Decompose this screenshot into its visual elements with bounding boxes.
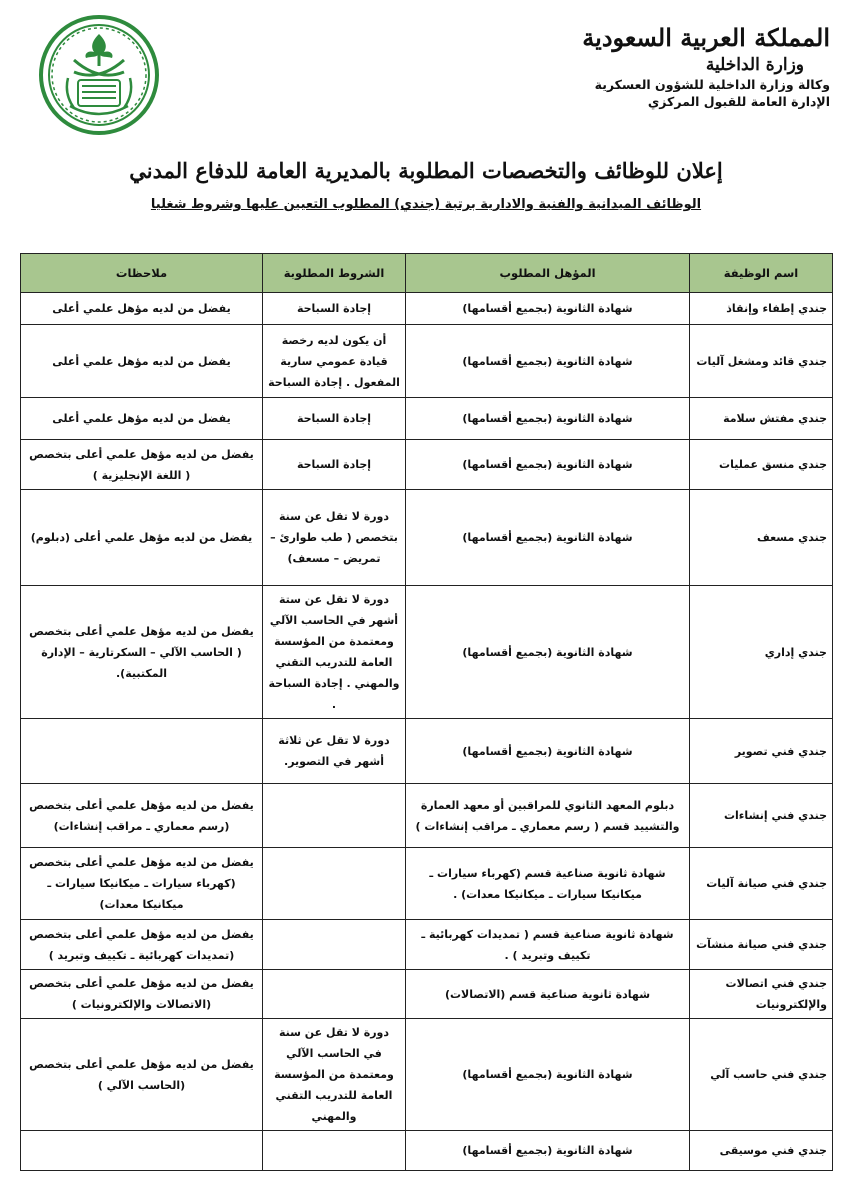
table-row (21, 398, 833, 440)
table-row (21, 586, 833, 719)
table-row (21, 719, 833, 784)
notes-cell: يفضل من لديه مؤهل علمي أعلى بتخصص (رسم معماري ـ مراقب إنشاءات) (21, 784, 263, 848)
notes-cell: يفضل من لديه مؤهل علمي أعلى بتخصص ( الحاسب الآلي – السكرتارية – الإدارة المكتبية). (21, 586, 263, 719)
job-name-cell: جندي فني صيانة آليات (690, 848, 833, 920)
conditions-cell: دورة لا تقل عن ثلاثة أشهر في التصوير. (263, 719, 406, 784)
table-row (21, 848, 833, 920)
notes-cell: يفضل من لديه مؤهل علمي أعلى (دبلوم) (21, 490, 263, 586)
table-row (21, 1019, 833, 1131)
qualification-cell: شهادة الثانوية (بجميع أقسامها) (406, 490, 690, 586)
table-header-row (21, 254, 833, 293)
conditions-cell (263, 920, 406, 970)
job-name-cell: جندي مفتش سلامة (690, 398, 833, 440)
table-row (21, 325, 833, 398)
conditions-cell: دورة لا تقل عن سنة في الحاسب الآلي ومعتمدة من المؤسسة العامة للتدريب التقني والمهني (263, 1019, 406, 1131)
column-header: الشروط المطلوبة (263, 254, 406, 293)
job-name-cell: جندي فني حاسب آلي (690, 1019, 833, 1131)
qualification-cell: شهادة الثانوية (بجميع أقسامها) (406, 398, 690, 440)
table-row (21, 784, 833, 848)
conditions-cell: دورة لا تقل عن سنة بتخصص ( طب طوارئ –تمريض – مسعف) (263, 490, 406, 586)
qualification-cell: دبلوم المعهد الثانوي للمراقبين أو معهد العمارة والتشييد قسم ( رسم معماري ـ مراقب إنشاءات ) (406, 784, 690, 848)
job-name-cell: جندي فني موسيقى (690, 1131, 833, 1171)
qualification-cell: شهادة الثانوية (بجميع أقسامها) (406, 440, 690, 490)
conditions-cell: إجادة السباحة (263, 440, 406, 490)
job-name-cell: جندي فني تصوير (690, 719, 833, 784)
qualification-cell: شهادة الثانوية (بجميع أقسامها) (406, 586, 690, 719)
table-row (21, 970, 833, 1019)
saudi-emblem-icon (38, 14, 160, 136)
table-row (21, 1131, 833, 1171)
job-name-cell: جندي فني اتصالات والإلكترونيات (690, 970, 833, 1019)
department-name: الإدارة العامة للقبول المركزي (647, 94, 830, 109)
conditions-cell (263, 1131, 406, 1171)
conditions-cell (263, 848, 406, 920)
conditions-cell (263, 970, 406, 1019)
conditions-cell: دورة لا تقل عن ستة أشهر في الحاسب الآلي ومعتمدة من المؤسسة العامة للتدريب التقني والمهني . إجادة السباحة . (263, 586, 406, 719)
job-name-cell: جندي إطفاء وإنقاذ (690, 293, 833, 325)
page-title: إعلان للوظائف والتخصصات المطلوبة بالمديرية العامة للدفاع المدني (129, 158, 723, 183)
table-row (21, 490, 833, 586)
qualification-cell: شهادة ثانوية صناعية قسم ( تمديدات كهربائية ـ تكييف وتبريد ) . (406, 920, 690, 970)
ministry-name: وزارة الداخلية (705, 55, 804, 75)
column-header: ملاحظات (21, 254, 263, 293)
job-name-cell: جندي فني صيانة منشآت (690, 920, 833, 970)
job-name-cell: جندي إداري (690, 586, 833, 719)
notes-cell: يفضل من لديه مؤهل علمي أعلى بتخصص ( اللغة الإنجليزية ) (21, 440, 263, 490)
notes-cell: يفضل من لديه مؤهل علمي أعلى (21, 325, 263, 398)
job-name-cell: جندي منسق عمليات (690, 440, 833, 490)
notes-cell: يفضل من لديه مؤهل علمي أعلى بتخصص (الاتصالات والإلكترونيات ) (21, 970, 263, 1019)
jobs-table (20, 253, 833, 1171)
notes-cell: يفضل من لديه مؤهل علمي أعلى بتخصص (الحاسب الآلي ) (21, 1019, 263, 1131)
notes-cell: يفضل من لديه مؤهل علمي أعلى بتخصص (تمديدات كهربائية ـ تكييف وتبريد ) (21, 920, 263, 970)
column-header: المؤهل المطلوب (406, 254, 690, 293)
notes-cell: يفضل من لديه مؤهل علمي أعلى (21, 293, 263, 325)
conditions-cell: أن يكون لديه رخصة قيادة عمومي سارية المفعول . إجادة السباحة (263, 325, 406, 398)
qualification-cell: شهادة الثانوية (بجميع أقسامها) (406, 325, 690, 398)
conditions-cell: إجادة السباحة (263, 398, 406, 440)
notes-cell (21, 719, 263, 784)
job-name-cell: جندي قائد ومشغل آليات (690, 325, 833, 398)
conditions-cell (263, 784, 406, 848)
column-header: اسم الوظيفة (690, 254, 833, 293)
job-name-cell: جندي فني إنشاءات (690, 784, 833, 848)
qualification-cell: شهادة الثانوية (بجميع أقسامها) (406, 1131, 690, 1171)
notes-cell: يفضل من لديه مؤهل علمي أعلى (21, 398, 263, 440)
page-subtitle: الوظائف الميدانية والفنية والادارية برتبة (جندي) المطلوب التعيين عليها وشروط شغليا (150, 197, 702, 212)
job-name-cell: جندي مسعف (690, 490, 833, 586)
qualification-cell: شهادة ثانوية صناعية قسم (الاتصالات) (406, 970, 690, 1019)
table-row (21, 293, 833, 325)
qualification-cell: شهادة الثانوية (بجميع أقسامها) (406, 719, 690, 784)
table-row (21, 440, 833, 490)
agency-name: وكالة وزارة الداخلية للشؤون العسكرية (594, 77, 830, 92)
letterhead (530, 22, 830, 110)
qualification-cell: شهادة الثانوية (بجميع أقسامها) (406, 293, 690, 325)
notes-cell (21, 1131, 263, 1171)
table-row (21, 920, 833, 970)
kingdom-name: المملكة العربية السعودية (582, 23, 830, 52)
notes-cell: يفضل من لديه مؤهل علمي أعلى بتخصص (كهرباء سيارات ـ ميكانيكا سيارات ـ ميكانيكا معدات) (21, 848, 263, 920)
qualification-cell: شهادة ثانوية صناعية قسم (كهرباء سيارات ـ ميكانيكا سيارات ـ ميكانيكا معدات) . (406, 848, 690, 920)
conditions-cell: إجادة السباحة (263, 293, 406, 325)
qualification-cell: شهادة الثانوية (بجميع أقسامها) (406, 1019, 690, 1131)
